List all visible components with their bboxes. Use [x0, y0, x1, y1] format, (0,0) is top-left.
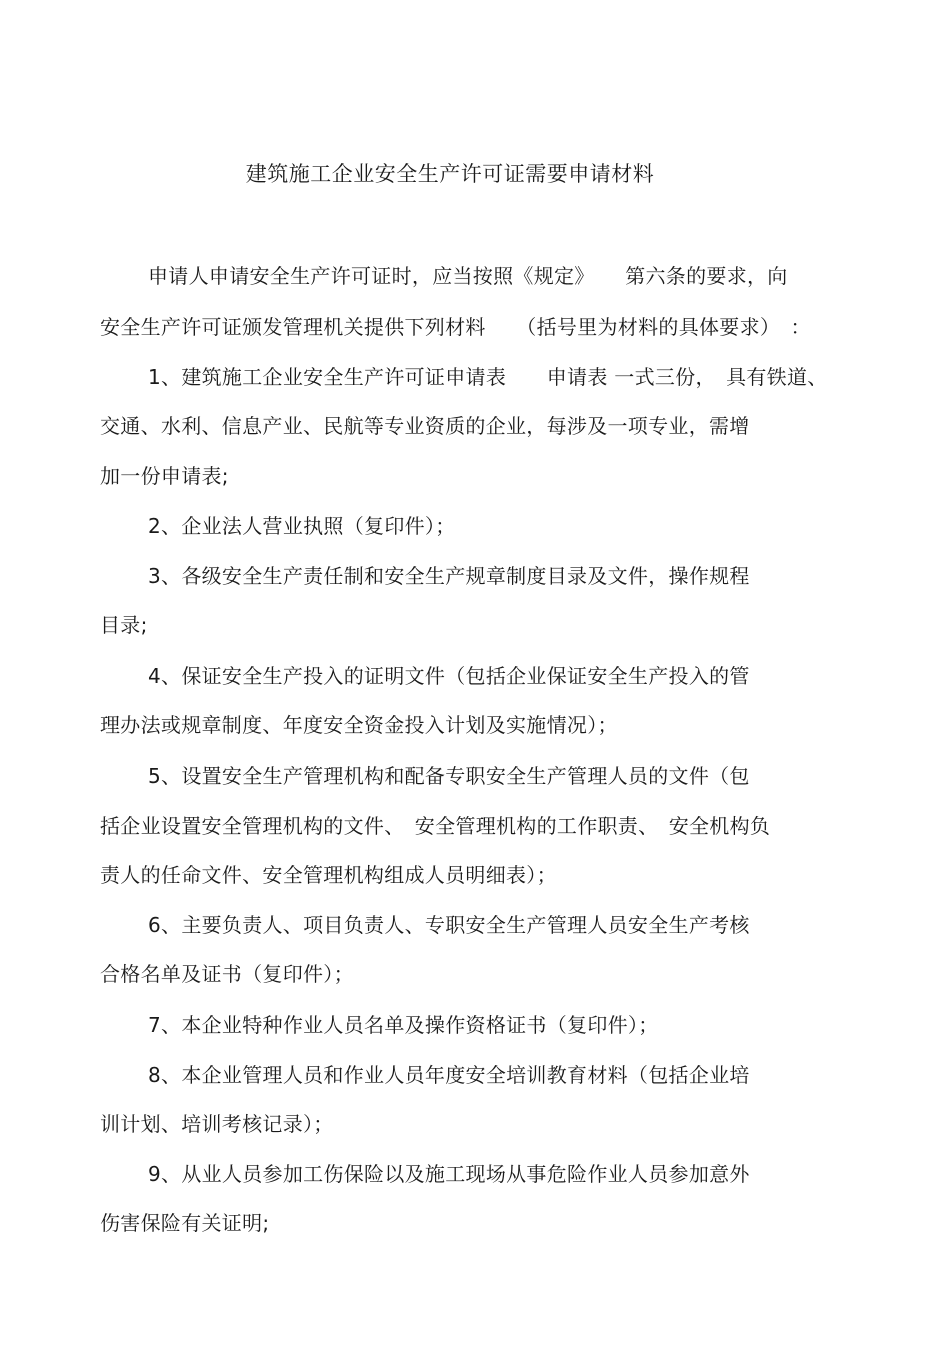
list-item-line: 2、企业法人营业执照（复印件）；: [148, 514, 456, 538]
list-item-line: 7、本企业特种作业人员名单及操作资格证书（复印件）；: [148, 1013, 659, 1037]
document-title: 建筑施工企业安全生产许可证需要申请材料: [245, 162, 655, 186]
list-item-line: 训计划、培训考核记录）；: [100, 1112, 334, 1136]
list-item-line: 加一份申请表;: [100, 464, 229, 488]
paragraph-line: 安全生产许可证颁发管理机关提供下列材料 （括号里为材料的具体要求） ：: [100, 315, 811, 339]
list-item-line: 1、建筑施工企业安全生产许可证申请表 申请表 一式三份， 具有铁道、: [148, 365, 828, 389]
list-item-line: 6、主要负责人、项目负责人、专职安全生产管理人员安全生产考核: [148, 913, 750, 937]
list-item-line: 3、各级安全生产责任制和安全生产规章制度目录及文件，操作规程: [148, 564, 750, 588]
list-item-line: 括企业设置安全管理机构的文件、 安全管理机构的工作职责、 安全机构负: [100, 814, 771, 838]
list-item-line: 合格名单及证书（复印件）；: [100, 962, 354, 986]
list-item-line: 伤害保险有关证明;: [100, 1211, 270, 1235]
list-item-line: 8、本企业管理人员和作业人员年度安全培训教育材料（包括企业培: [148, 1063, 750, 1087]
list-item-line: 责人的任命文件、安全管理机构组成人员明细表）；: [100, 863, 557, 887]
list-item-line: 交通、水利、信息产业、民航等专业资质的企业，每涉及一项专业，需增: [100, 414, 750, 438]
list-item-line: 4、保证安全生产投入的证明文件（包括企业保证安全生产投入的管: [148, 664, 750, 688]
list-item-line: 理办法或规章制度、年度安全资金投入计划及实施情况）；: [100, 713, 618, 737]
list-item-line: 5、设置安全生产管理机构和配备专职安全生产管理人员的文件（包: [148, 764, 750, 788]
list-item-line: 目录;: [100, 613, 148, 637]
paragraph-line: 申请人申请安全生产许可证时，应当按照《规定》 第六条的要求，向: [148, 264, 788, 288]
list-item-line: 9、从业人员参加工伤保险以及施工现场从事危险作业人员参加意外: [148, 1162, 750, 1186]
